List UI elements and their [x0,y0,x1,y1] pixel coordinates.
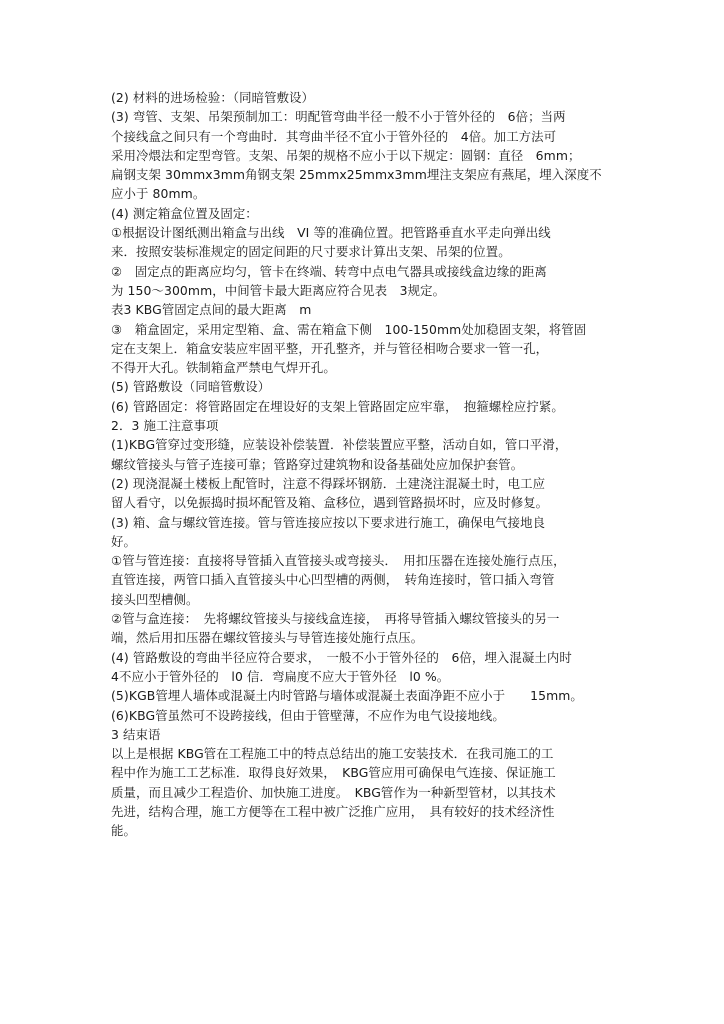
text-line: (5) 管路敷设（同暗管敷设） [111,379,271,395]
text-line: 端，然后用扣压器在螺纹管接头与导管连接处施行点压。 [111,630,424,646]
text-line: 质量，而且减少工程造价、加快施工进度。 KBG管作为一种新型管材，以其技术 [111,784,556,800]
text-line: (2) 现浇混凝土楼板上配管时，注意不得踩坏钢筋．土建浇注混凝土时，电工应 [111,475,546,491]
text-line: 以上是根据 KBG管在工程施工中的特点总结出的施工安装技术．在我司施工的工 [111,746,554,762]
text-line: (6)KBG管虽然可不设跨接线，但由于管壁薄，不应作为电气设接地线。 [111,707,505,723]
text-line: 4不应小于管外径的 l0 信．弯扁度不应大于管外径 l0 %。 [111,668,450,684]
text-line: (3) 箱、盒与螺纹管连接。管与管连接应按以下要求进行施工，确保电气接地良 [111,514,546,530]
text-line: (4) 管路敷设的弯曲半径应符合要求， 一般不小于管外径的 6倍，埋入混凝土内时 [111,649,572,665]
text-line: 采用冷煨法和定型弯管。支架、吊架的规格不应小于以下规定：圆钢：直径 6mm； [111,147,581,163]
text-line: (3) 弯管、支架、吊架预制加工：明配管弯曲半径一般不小于管外径的 6倍；当两 [111,109,566,125]
text-line: 程中作为施工工艺标准．取得良好效果， KBG管应用可确保电气连接、保证施工 [111,765,556,781]
text-line: 好。 [111,533,136,549]
text-line: (6) 管路固定：将管路固定在埋设好的支架上管路固定应牢靠， 抱箍螺栓应拧紧。 [111,398,564,414]
text-line: 留人看守，以免振捣时损坏配管及箱、盒移位，遇到管路损坏时，应及时修复。 [111,495,549,511]
text-line: ①管与管连接：直接将导管插入直管接头或弯接头． 用扣压器在连接处施行点压， [111,553,566,569]
text-line: ③ 箱盒固定，采用定型箱、盒、需在箱盒下侧 100-150mm处加稳固支架，将管固 [111,321,587,337]
text-line: 直管连接，两管口插入直管接头中心凹型槽的两侧， 转角连接时，管口插入弯管 [111,572,555,588]
text-line: ② 固定点的距离应均匀，管卡在终端、转弯中点电气器具或接线盒边缘的距离 [111,263,547,279]
text-line: (4) 测定箱盒位置及固定： [111,205,258,221]
text-line: 螺纹管接头与管子连接可靠；管路穿过建筑物和设备基础处应加保护套管。 [111,456,524,472]
text-line: 不得开大孔。铁制箱盒严禁电气焊开孔。 [111,360,336,376]
text-line: 定在支架上．箱盒安装应牢固平整，开孔整齐，并与管径相吻合要求一管一孔， [111,340,549,356]
text-line: (5)KGB管埋人墙体或混凝土内时管路与墙体或混凝土表面净距不应小于 15mm。 [111,688,583,704]
text-line: 先进，结构合理，施工方便等在工程中被广泛推广应用， 具有较好的技术经济性 [111,803,555,819]
text-line: (2) 材料的进场检验：（同暗管敷设） [111,90,315,105]
document-body [111,88,621,841]
text-line: (1)KBG管穿过变形缝，应装设补偿装置．补偿装置应平整，活动自如，管口平滑， [111,437,568,453]
text-line: 为 150～300mm，中间管卡最大距离应符合见表 3规定。 [111,282,446,298]
text-line: 接头凹型槽侧。 [111,591,199,607]
text-line: 3 结束语 [111,726,161,742]
text-line: 2．3 施工注意事项 [111,418,219,434]
text-line: 扁钢支架 30mmx3mm角钢支架 25mmx25mmx3mm埋注支架应有燕尾，埋入深度不 [111,167,602,183]
text-line: ①根据设计图纸测出箱盒与出线 VI 等的准确位置。把管路垂直水平走向弹出线 [111,225,551,241]
text-line: 来．按照安装标准规定的固定间距的尺寸要求计算出支架、吊架的位置。 [111,244,511,260]
text-line: 表3 KBG管固定点间的最大距离 m [111,302,312,318]
text-line: 应小于 80mm。 [111,186,206,202]
text-line: 个接线盒之间只有一个弯曲时．其弯曲半径不宜小于管外径的 4倍。加工方法可 [111,128,557,144]
text-line: ②管与盒连接： 先将螺纹管接头与接线盒连接， 再将导管插入螺纹管接头的另一 [111,611,560,627]
text-line: 能。 [111,823,136,839]
